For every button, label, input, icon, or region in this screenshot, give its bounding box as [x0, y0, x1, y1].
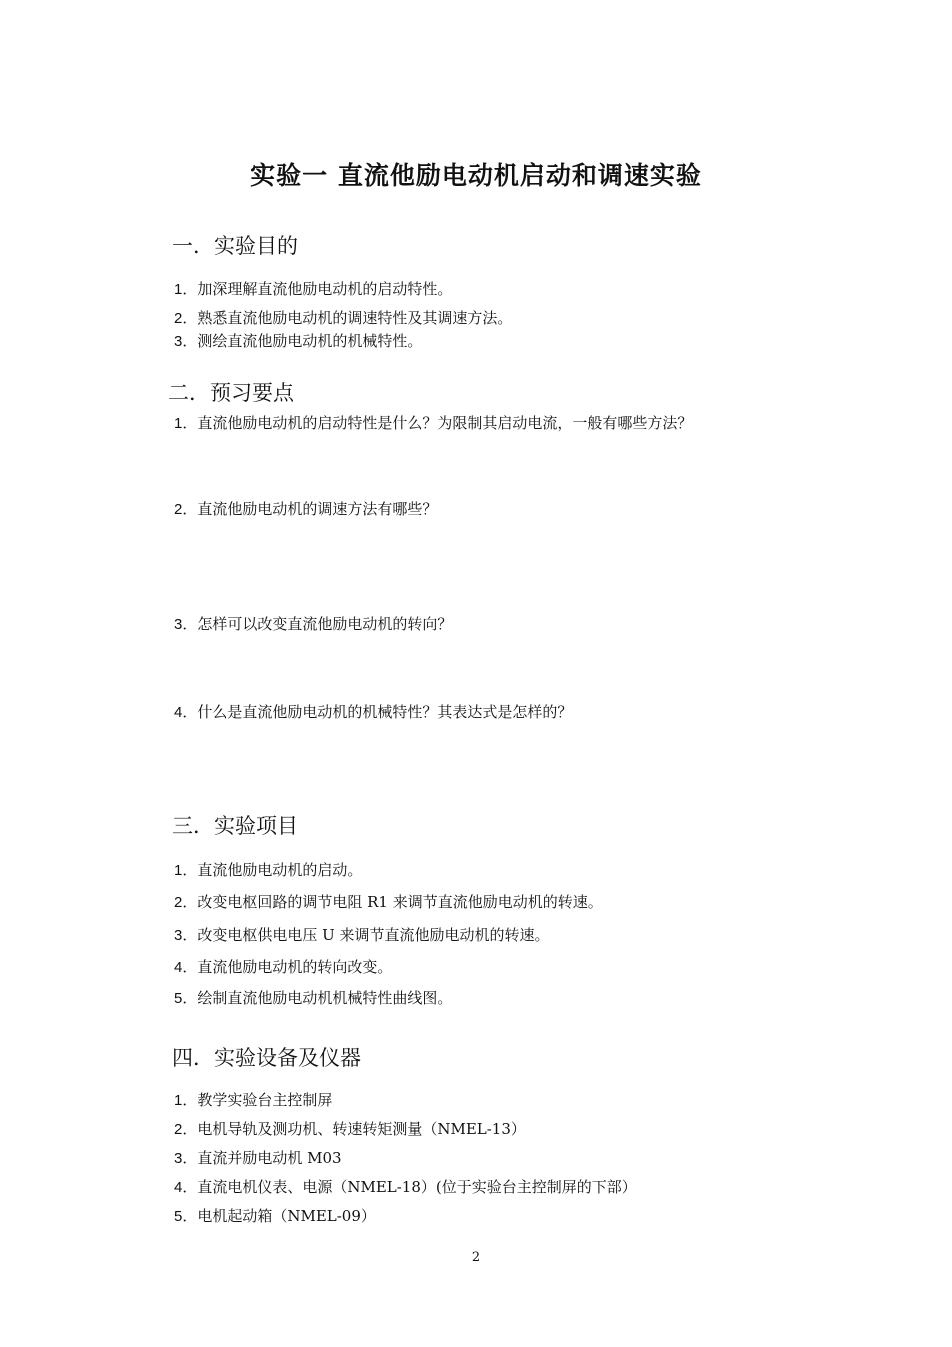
item-number: 1．: [174, 1092, 198, 1109]
item-number: 2．: [174, 310, 198, 327]
list-item: [174, 278, 452, 299]
item-text: 直流电机仪表、电源（NMEL-18）(位于实验台主控制屏的下部）: [197, 1178, 637, 1196]
item-text: 怎样可以改变直流他励电动机的转向？: [197, 615, 453, 633]
list-item: [174, 701, 572, 722]
item-text: 改变电枢供电电压 U 来调节直流他励电动机的转速。: [197, 926, 550, 944]
item-text: 直流他励电动机的调速方法有哪些？: [197, 500, 438, 518]
item-number: 1．: [174, 415, 198, 432]
list-item: [174, 859, 362, 880]
section-heading-items: 三．实验项目: [172, 814, 298, 838]
item-number: 1．: [174, 281, 198, 298]
item-text: 测绘直流他励电动机的机械特性。: [197, 332, 423, 350]
list-item: [174, 1176, 637, 1197]
list-item: [174, 891, 603, 912]
item-number: 3．: [174, 333, 198, 350]
list-item: [174, 1147, 342, 1168]
item-text: 绘制直流他励电动机机械特性曲线图。: [197, 989, 453, 1007]
item-text: 电机起动箱（NMEL-09）: [197, 1207, 376, 1225]
item-number: 4．: [174, 704, 198, 721]
item-text: 直流他励电动机的转向改变。: [197, 958, 393, 976]
list-item: [174, 307, 512, 328]
item-text: 教学实验台主控制屏: [197, 1091, 333, 1109]
list-item: [174, 613, 452, 634]
section-heading-objectives: 一．实验目的: [172, 234, 298, 258]
item-number: 4．: [174, 959, 198, 976]
item-text: 加深理解直流他励电动机的启动特性。: [197, 280, 453, 298]
item-number: 2．: [174, 1121, 198, 1138]
page-title: 实验一 直流他励电动机启动和调速实验: [250, 161, 702, 190]
list-item: [174, 924, 550, 945]
item-text: 电机导轨及测功机、转速转矩测量（NMEL-13）: [197, 1120, 526, 1138]
item-number: 2．: [174, 894, 198, 911]
item-number: 5．: [174, 1208, 198, 1225]
list-item: [174, 412, 692, 433]
list-item: [174, 1089, 332, 1110]
item-text: 直流他励电动机的启动特性是什么？为限制其启动电流，一般有哪些方法？: [197, 414, 693, 432]
item-number: 3．: [174, 927, 198, 944]
section-heading-equipment: 四．实验设备及仪器: [172, 1046, 361, 1070]
item-text: 直流并励电动机 M03: [197, 1149, 342, 1167]
item-number: 3．: [174, 616, 198, 633]
list-item: [174, 330, 422, 351]
section-heading-preview: 二．预习要点: [168, 381, 294, 405]
item-text: 改变电枢回路的调节电阻 R1 来调节直流他励电动机的转速。: [197, 893, 603, 911]
item-number: 1．: [174, 862, 198, 879]
item-number: 2．: [174, 501, 198, 518]
item-text: 直流他励电动机的启动。: [197, 861, 363, 879]
list-item: [174, 498, 437, 519]
page-number: 2: [471, 1250, 481, 1265]
list-item: [174, 987, 452, 1008]
item-number: 4．: [174, 1179, 198, 1196]
list-item: [174, 1205, 376, 1226]
item-text: 什么是直流他励电动机的机械特性？其表达式是怎样的？: [197, 703, 573, 721]
list-item: [174, 956, 392, 977]
item-number: 3．: [174, 1150, 198, 1167]
item-number: 5．: [174, 990, 198, 1007]
list-item: [174, 1118, 526, 1139]
item-text: 熟悉直流他励电动机的调速特性及其调速方法。: [197, 309, 513, 327]
